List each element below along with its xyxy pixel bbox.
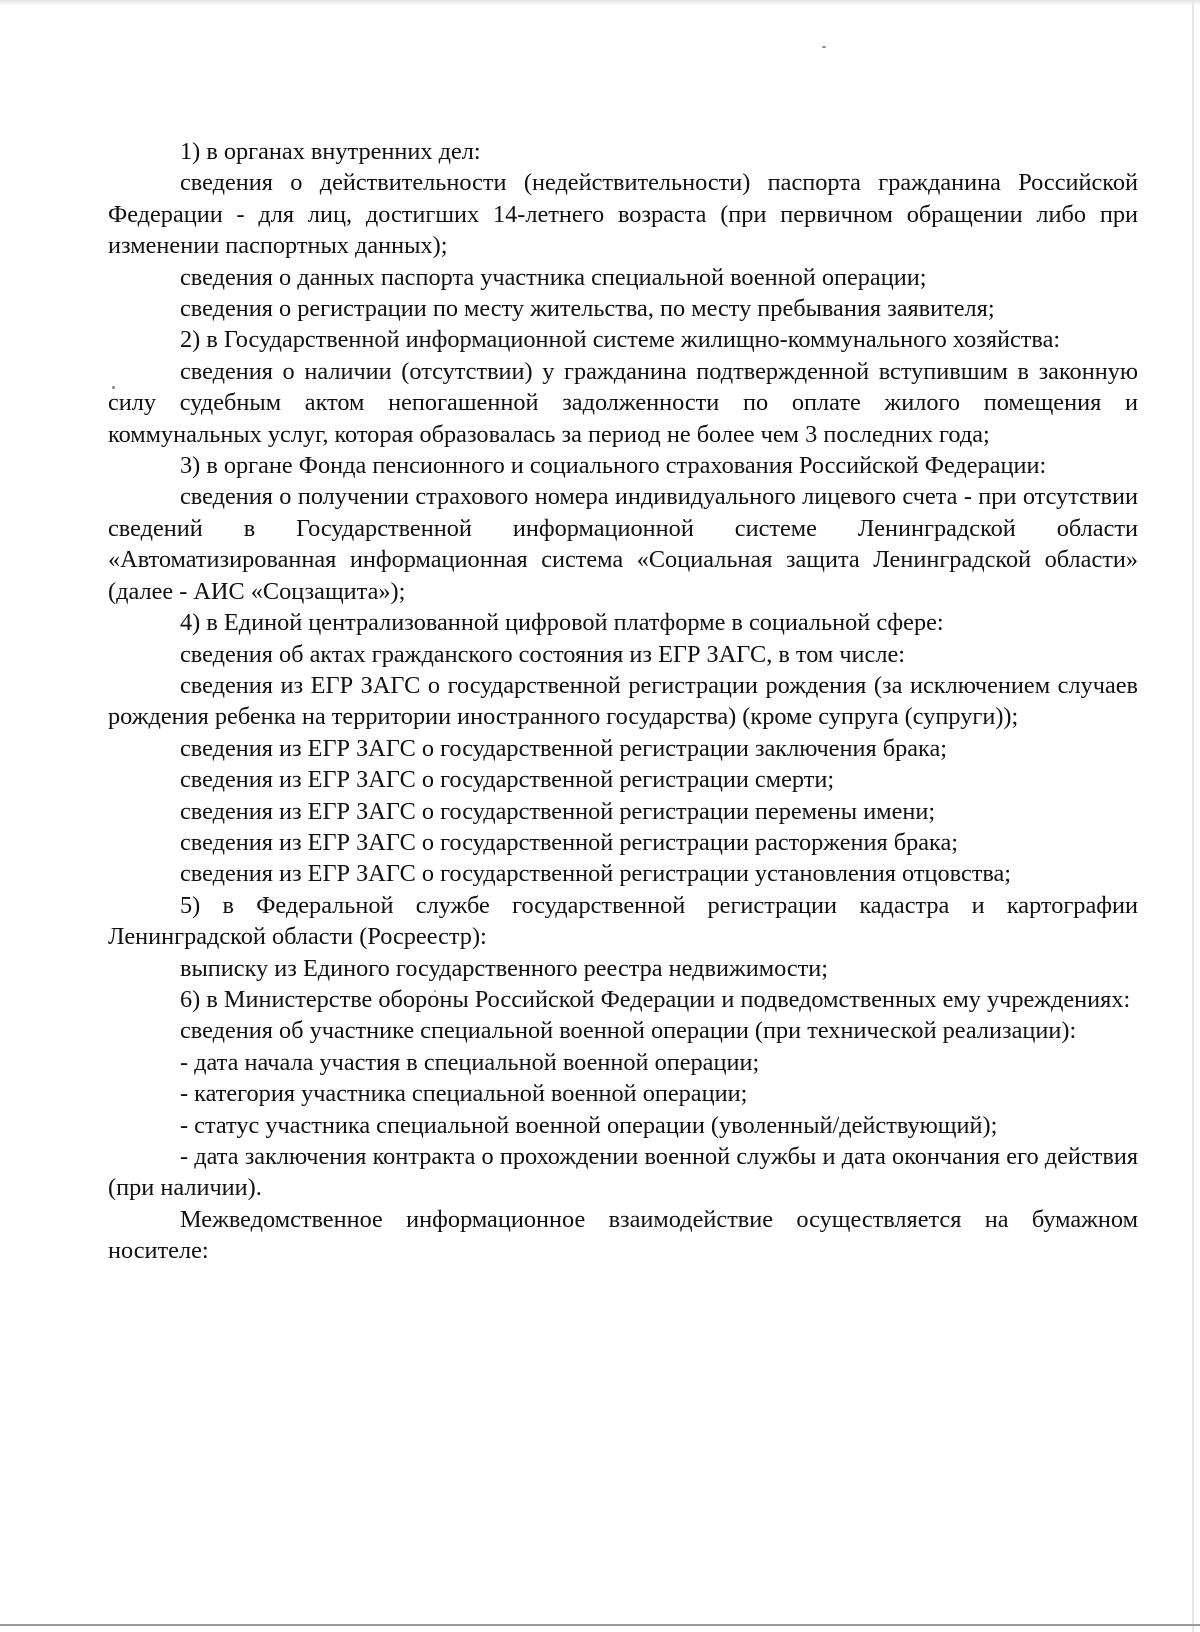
paragraph: 3) в органе Фонда пенсионного и социального страхования Российской Федерации:: [180, 452, 1047, 480]
paragraph: сведения об актах гражданского состояния из ЕГР ЗАГС, в том числе:: [180, 640, 906, 668]
paragraph: сведения из ЕГР ЗАГС о государственной регистрации рождения (за исключением случаев рождения ребенка на территории иностранного государства) (кроме супруга (супруги));: [108, 671, 1138, 731]
paragraph: сведения из ЕГР ЗАГС о государственной регистрации заключения брака;: [180, 734, 947, 762]
paragraph: - дата заключения контракта о прохождении военной службы и дата окончания его действия (при наличии).: [108, 1143, 1138, 1202]
paragraph: 4) в Единой централизованной цифровой платформе в социальной сфере:: [180, 609, 944, 637]
paragraph: сведения об участнике специальной военной операции (при технической реализации):: [180, 1017, 1077, 1045]
paragraph: - дата начала участия в специальной военной операции;: [180, 1048, 760, 1076]
paragraph: 2) в Государственной информационной системе жилищно-коммунального хозяйства:: [180, 326, 1061, 354]
paragraph: сведения из ЕГР ЗАГС о государственной регистрации перемены имени;: [180, 797, 936, 825]
paragraph: - статус участника специальной военной операции (уволенный/действующий);: [180, 1111, 998, 1139]
paragraph: выписку из Единого государственного реестра недвижимости;: [180, 954, 829, 982]
paragraph: сведения о регистрации по месту жительства, по месту пребывания заявителя;: [180, 295, 995, 323]
document-body: [108, 136, 1138, 1267]
paragraph: сведения о наличии (отсутствии) у гражданина подтвержденной вступившим в законную силу судебным актом непогашенной задолженности по оплате жилого помещения и коммунальных услуг, которая образовалась за период не более чем 3 последних года;: [108, 357, 1138, 448]
paragraph: Межведомственное информационное взаимодействие осуществляется на бумажном носителе:: [108, 1205, 1138, 1265]
paragraph: 6) в Министерстве обороны Российской Федерации и подведомственных ему учреждениях:: [180, 985, 1131, 1013]
paragraph: 5) в Федеральной службе государственной регистрации кадастра и картографии Ленинградской области (Росреестр):: [108, 891, 1138, 951]
paragraph: - категория участника специальной военной операции;: [180, 1080, 748, 1108]
scan-edge-bottom: [0, 1624, 1200, 1626]
scan-edge-top: [0, 0, 1200, 6]
scan-edge-right: [1192, 0, 1194, 1632]
paragraph: сведения из ЕГР ЗАГС о государственной регистрации смерти;: [180, 766, 835, 794]
paragraph: 1) в органах внутренних дел:: [180, 138, 481, 165]
paragraph: сведения из ЕГР ЗАГС о государственной регистрации расторжения брака;: [180, 828, 959, 856]
paragraph: сведения о получении страхового номера индивидуального лицевого счета - при отсутствии сведений в Государственной информационной системе Ленинградской области «Автоматизированная информационная система «Социальная защита Ленинградской области» (далее - АИС «Соцзащита»);: [108, 483, 1138, 605]
paragraph: сведения из ЕГР ЗАГС о государственной регистрации установления отцовства;: [180, 860, 1012, 888]
paragraph: сведения о данных паспорта участника специальной военной операции;: [180, 263, 927, 291]
paragraph: сведения о действительности (недействительности) паспорта гражданина Российской Федерации - для лиц, достигших 14-летнего возраста (при первичном обращении либо при изменении паспортных данных);: [108, 169, 1138, 260]
scan-speck: [822, 46, 826, 48]
